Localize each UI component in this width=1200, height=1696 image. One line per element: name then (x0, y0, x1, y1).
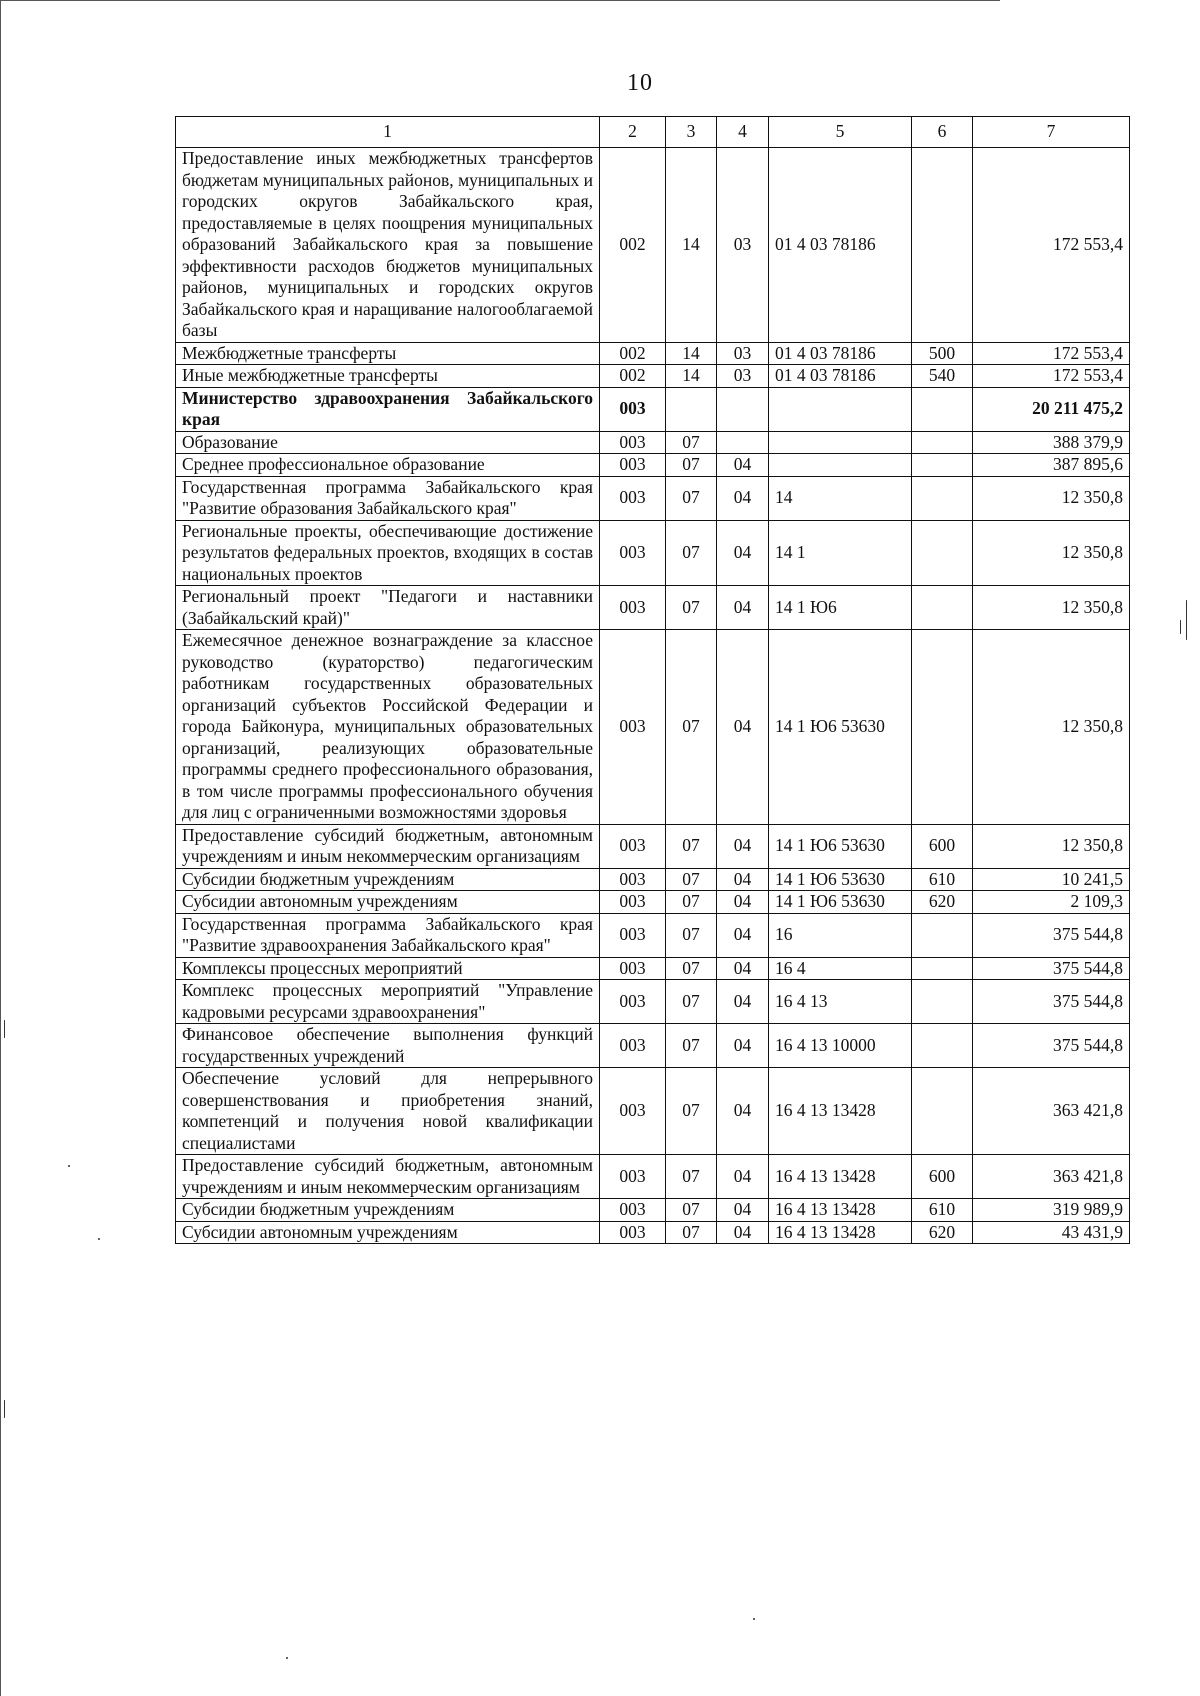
row-code6-cell (912, 630, 973, 825)
row-sum-cell: 12 350,8 (973, 476, 1130, 520)
row-code4-cell: 04 (717, 454, 769, 477)
row-name-cell: Межбюджетные трансферты (176, 342, 600, 365)
table-header-row (176, 117, 1130, 148)
row-code3-cell: 07 (666, 868, 717, 891)
table-row (176, 891, 1130, 914)
row-code2-cell: 003 (600, 520, 666, 586)
row-sum-cell: 375 544,8 (973, 1024, 1130, 1068)
scan-speck (98, 1238, 100, 1240)
row-code6-cell (912, 1068, 973, 1155)
row-code5-cell: 01 4 03 78186 (769, 365, 912, 388)
row-code3-cell: 07 (666, 454, 717, 477)
row-code3-cell: 07 (666, 891, 717, 914)
scan-speck (1180, 620, 1181, 634)
row-code5-cell: 01 4 03 78186 (769, 148, 912, 343)
table-body (176, 117, 1130, 1244)
row-code3-cell: 07 (666, 1199, 717, 1222)
row-code2-cell: 003 (600, 1024, 666, 1068)
row-code3-cell: 07 (666, 913, 717, 957)
row-code3-cell: 14 (666, 342, 717, 365)
row-sum-cell: 172 553,4 (973, 365, 1130, 388)
table-row (176, 1068, 1130, 1155)
row-code6-cell (912, 454, 973, 477)
table-row (176, 387, 1130, 431)
row-code4-cell: 04 (717, 1024, 769, 1068)
row-sum-cell: 43 431,9 (973, 1221, 1130, 1244)
row-code6-cell: 540 (912, 365, 973, 388)
header-cell: 3 (666, 117, 717, 148)
row-name-cell: Субсидии бюджетным учреждениям (176, 1199, 600, 1222)
row-sum-cell: 172 553,4 (973, 342, 1130, 365)
row-code3-cell: 07 (666, 1024, 717, 1068)
row-sum-cell: 172 553,4 (973, 148, 1130, 343)
row-code6-cell: 620 (912, 1221, 973, 1244)
row-code6-cell (912, 586, 973, 630)
table-row (176, 148, 1130, 343)
scan-speck (68, 1165, 70, 1167)
row-code4-cell (717, 387, 769, 431)
table-row (176, 1199, 1130, 1222)
row-code5-cell: 14 1 Ю6 53630 (769, 891, 912, 914)
scan-speck (4, 1400, 5, 1418)
row-code5-cell: 16 4 13 13428 (769, 1199, 912, 1222)
row-sum-cell: 319 989,9 (973, 1199, 1130, 1222)
row-code6-cell (912, 148, 973, 343)
row-code4-cell: 04 (717, 1155, 769, 1199)
table-row (176, 586, 1130, 630)
row-name-cell: Иные межбюджетные трансферты (176, 365, 600, 388)
row-code6-cell (912, 957, 973, 980)
header-cell: 2 (600, 117, 666, 148)
row-code5-cell: 16 4 13 10000 (769, 1024, 912, 1068)
row-code3-cell (666, 387, 717, 431)
table-row (176, 980, 1130, 1024)
row-name-cell: Предоставление субсидий бюджетным, автономным учреждениям и иным некоммерческим организациям (176, 1155, 600, 1199)
table-row (176, 913, 1130, 957)
row-code2-cell: 003 (600, 868, 666, 891)
row-name-cell: Субсидии бюджетным учреждениям (176, 868, 600, 891)
row-name-cell: Предоставление иных межбюджетных трансфертов бюджетам муниципальных районов, муниципальных и городских округов Забайкальского края, предоставляемые в целях поощрения муниципальных образований Забайкальского края за повышение эффективности расходов бюджетов муниципальных районов, муниципальных и городских округов Забайкальского края и наращивание налогооблагаемой базы (176, 148, 600, 343)
row-sum-cell: 375 544,8 (973, 913, 1130, 957)
row-code6-cell: 600 (912, 824, 973, 868)
row-code6-cell (912, 387, 973, 431)
row-code5-cell: 01 4 03 78186 (769, 342, 912, 365)
row-code6-cell: 610 (912, 868, 973, 891)
row-name-cell: Ежемесячное денежное вознаграждение за классное руководство (кураторство) педагогическим работникам государственных образовательных организаций субъектов Российской Федерации и города Байконура, муниципальных образовательных организаций, реализующих образовательные программы среднего профессионального образования, в том числе программы профессионального обучения для лиц с ограниченными возможностями здоровья (176, 630, 600, 825)
page-number: 10 (627, 70, 653, 96)
row-code5-cell: 14 1 Ю6 53630 (769, 824, 912, 868)
row-code3-cell: 07 (666, 431, 717, 454)
row-code3-cell: 07 (666, 824, 717, 868)
row-code4-cell: 04 (717, 1221, 769, 1244)
header-cell: 6 (912, 117, 973, 148)
row-code5-cell: 14 1 (769, 520, 912, 586)
row-name-cell: Субсидии автономным учреждениям (176, 1221, 600, 1244)
row-code2-cell: 003 (600, 913, 666, 957)
row-sum-cell: 12 350,8 (973, 630, 1130, 825)
row-sum-cell: 375 544,8 (973, 957, 1130, 980)
row-code4-cell: 04 (717, 1068, 769, 1155)
row-sum-cell: 363 421,8 (973, 1068, 1130, 1155)
row-code6-cell: 620 (912, 891, 973, 914)
row-code4-cell: 04 (717, 891, 769, 914)
row-code2-cell: 003 (600, 957, 666, 980)
row-name-cell: Министерство здравоохранения Забайкальского края (176, 387, 600, 431)
row-code6-cell (912, 913, 973, 957)
row-code2-cell: 003 (600, 980, 666, 1024)
table-row (176, 630, 1130, 825)
row-code3-cell: 07 (666, 520, 717, 586)
row-name-cell: Обеспечение условий для непрерывного совершенствования и приобретения знаний, компетенций и получения новой квалификации специалистами (176, 1068, 600, 1155)
row-code6-cell (912, 520, 973, 586)
row-name-cell: Образование (176, 431, 600, 454)
row-name-cell: Региональный проект "Педагоги и наставники (Забайкальский край)" (176, 586, 600, 630)
row-code4-cell: 04 (717, 476, 769, 520)
row-code5-cell: 16 (769, 913, 912, 957)
row-name-cell: Комплекс процессных мероприятий "Управление кадровыми ресурсами здравоохранения" (176, 980, 600, 1024)
row-code4-cell: 04 (717, 957, 769, 980)
row-code2-cell: 003 (600, 1068, 666, 1155)
table-row (176, 365, 1130, 388)
row-code2-cell: 003 (600, 824, 666, 868)
row-code3-cell: 07 (666, 1221, 717, 1244)
row-code6-cell: 600 (912, 1155, 973, 1199)
row-sum-cell: 12 350,8 (973, 520, 1130, 586)
table-row (176, 476, 1130, 520)
row-code5-cell (769, 431, 912, 454)
row-sum-cell: 388 379,9 (973, 431, 1130, 454)
row-code6-cell: 500 (912, 342, 973, 365)
row-code2-cell: 003 (600, 630, 666, 825)
row-code2-cell: 003 (600, 431, 666, 454)
row-code4-cell: 03 (717, 148, 769, 343)
row-sum-cell: 12 350,8 (973, 586, 1130, 630)
row-sum-cell: 375 544,8 (973, 980, 1130, 1024)
row-code3-cell: 07 (666, 980, 717, 1024)
row-code4-cell: 04 (717, 586, 769, 630)
row-code4-cell: 04 (717, 980, 769, 1024)
header-cell: 1 (176, 117, 600, 148)
row-name-cell: Государственная программа Забайкальского края "Развитие образования Забайкальского края" (176, 476, 600, 520)
scan-speck (753, 1618, 755, 1620)
row-code5-cell: 14 1 Ю6 (769, 586, 912, 630)
row-code2-cell: 003 (600, 476, 666, 520)
table-row (176, 431, 1130, 454)
table-row (176, 520, 1130, 586)
row-code5-cell: 16 4 13 (769, 980, 912, 1024)
row-code5-cell: 14 1 Ю6 53630 (769, 868, 912, 891)
header-cell: 4 (717, 117, 769, 148)
row-code3-cell: 14 (666, 148, 717, 343)
scan-speck (1186, 600, 1187, 640)
row-code6-cell (912, 476, 973, 520)
row-code4-cell: 03 (717, 342, 769, 365)
scan-speck (4, 1020, 5, 1038)
row-code2-cell: 003 (600, 387, 666, 431)
row-name-cell: Комплексы процессных мероприятий (176, 957, 600, 980)
row-code6-cell (912, 431, 973, 454)
row-code2-cell: 003 (600, 586, 666, 630)
row-code3-cell: 07 (666, 630, 717, 825)
row-code2-cell: 003 (600, 454, 666, 477)
table-row (176, 957, 1130, 980)
row-sum-cell: 387 895,6 (973, 454, 1130, 477)
row-code5-cell: 14 (769, 476, 912, 520)
row-code4-cell: 04 (717, 868, 769, 891)
row-code3-cell: 07 (666, 1068, 717, 1155)
row-code5-cell: 14 1 Ю6 53630 (769, 630, 912, 825)
table-row (176, 1024, 1130, 1068)
row-code4-cell: 04 (717, 1199, 769, 1222)
row-sum-cell: 12 350,8 (973, 824, 1130, 868)
row-code5-cell: 16 4 13 13428 (769, 1155, 912, 1199)
row-code2-cell: 003 (600, 891, 666, 914)
budget-table (175, 116, 1130, 1244)
row-code5-cell: 16 4 13 13428 (769, 1221, 912, 1244)
table-row (176, 342, 1130, 365)
row-sum-cell: 2 109,3 (973, 891, 1130, 914)
row-code5-cell (769, 387, 912, 431)
row-sum-cell: 363 421,8 (973, 1155, 1130, 1199)
row-code4-cell: 04 (717, 913, 769, 957)
table-row (176, 868, 1130, 891)
row-code3-cell: 07 (666, 476, 717, 520)
scan-edge-line (0, 0, 1000, 1)
row-code2-cell: 002 (600, 342, 666, 365)
table-row (176, 1155, 1130, 1199)
row-name-cell: Среднее профессиональное образование (176, 454, 600, 477)
row-sum-cell: 10 241,5 (973, 868, 1130, 891)
row-code6-cell: 610 (912, 1199, 973, 1222)
row-name-cell: Финансовое обеспечение выполнения функций государственных учреждений (176, 1024, 600, 1068)
row-code3-cell: 07 (666, 586, 717, 630)
row-name-cell: Предоставление субсидий бюджетным, автономным учреждениям и иным некоммерческим организациям (176, 824, 600, 868)
scan-edge-line (0, 0, 1, 1696)
table-row (176, 454, 1130, 477)
row-name-cell: Региональные проекты, обеспечивающие достижение результатов федеральных проектов, входящих в состав национальных проектов (176, 520, 600, 586)
row-code5-cell: 16 4 13 13428 (769, 1068, 912, 1155)
row-code4-cell: 04 (717, 824, 769, 868)
row-code6-cell (912, 1024, 973, 1068)
row-code4-cell: 04 (717, 630, 769, 825)
scan-speck (286, 1657, 288, 1659)
row-code5-cell (769, 454, 912, 477)
row-code4-cell (717, 431, 769, 454)
row-name-cell: Государственная программа Забайкальского края "Развитие здравоохранения Забайкальского края" (176, 913, 600, 957)
row-code6-cell (912, 980, 973, 1024)
row-code4-cell: 03 (717, 365, 769, 388)
row-code3-cell: 07 (666, 957, 717, 980)
header-cell: 5 (769, 117, 912, 148)
header-cell: 7 (973, 117, 1130, 148)
row-sum-cell: 20 211 475,2 (973, 387, 1130, 431)
row-code5-cell: 16 4 (769, 957, 912, 980)
row-code3-cell: 14 (666, 365, 717, 388)
table-row (176, 824, 1130, 868)
row-code2-cell: 002 (600, 148, 666, 343)
row-code4-cell: 04 (717, 520, 769, 586)
row-code2-cell: 003 (600, 1221, 666, 1244)
row-code2-cell: 003 (600, 1155, 666, 1199)
table-row (176, 1221, 1130, 1244)
row-code2-cell: 003 (600, 1199, 666, 1222)
row-name-cell: Субсидии автономным учреждениям (176, 891, 600, 914)
row-code3-cell: 07 (666, 1155, 717, 1199)
row-code2-cell: 002 (600, 365, 666, 388)
